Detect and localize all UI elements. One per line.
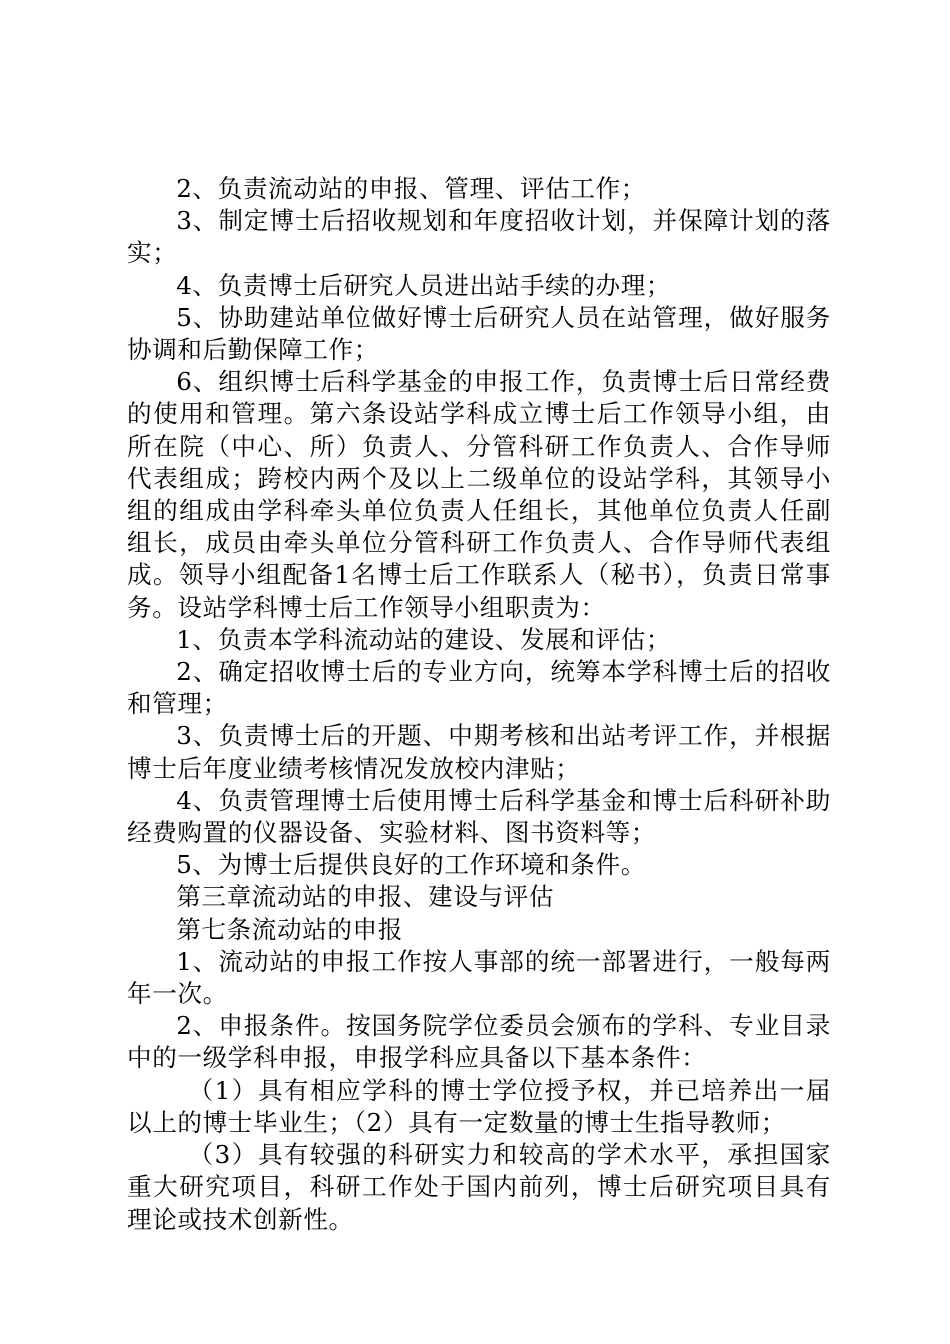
paragraph: （3）具有较强的科研实力和较高的学术水平，承担国家重大研究项目，科研工作处于国内前列，博士后研究项目具有理论或技术创新性。 bbox=[127, 1140, 831, 1234]
paragraph: 5、为博士后提供良好的工作环境和条件。 bbox=[176, 850, 646, 880]
article-heading: 第七条流动站的申报 bbox=[176, 914, 403, 944]
paragraph: 2、申报条件。按国务院学位委员会颁布的学科、专业目录中的一级学科申报，申报学科应具备以下基本条件： bbox=[127, 1011, 831, 1073]
document-body bbox=[127, 173, 831, 1236]
paragraph: （1）具有相应学科的博士学位授予权，并已培养出一届以上的博士毕业生；（2）具有一定数量的博士生指导教师； bbox=[127, 1075, 831, 1137]
paragraph: 1、负责本学科流动站的建设、发展和评估； bbox=[176, 624, 672, 654]
paragraph: 6、组织博士后科学基金的申报工作，负责博士后日常经费的使用和管理。第六条设站学科成立博士后工作领导小组，由所在院（中心、所）负责人、分管科研工作负责人、合作导师代表组成；跨校内两个及以上二级单位的设站学科，其领导小组的组成由学科牵头单位负责人任组长，其他单位负责人任副组长，成员由牵头单位分管科研工作负责人、合作导师代表组成。领导小组配备1名博士后工作联系人（秘书），负责日常事务。设站学科博士后工作领导小组职责为： bbox=[127, 367, 831, 622]
paragraph: 3、制定博士后招收规划和年度招收计划，并保障计划的落实； bbox=[127, 206, 831, 268]
paragraph: 4、负责管理博士后使用博士后科学基金和博士后科研补助经费购置的仪器设备、实验材料、图书资料等； bbox=[127, 785, 831, 848]
paragraph: 5、协助建站单位做好博士后研究人员在站管理，做好服务协调和后勤保障工作； bbox=[127, 302, 831, 365]
paragraph: 2、确定招收博士后的专业方向，统筹本学科博士后的招收和管理； bbox=[127, 657, 831, 719]
chapter-heading: 第三章流动站的申报、建设与评估 bbox=[176, 882, 555, 912]
paragraph: 4、负责博士后研究人员进出站手续的办理； bbox=[176, 270, 672, 300]
paragraph: 1、流动站的申报工作按人事部的统一部署进行，一般每两年一次。 bbox=[127, 946, 831, 1009]
paragraph: 3、负责博士后的开题、中期考核和出站考评工作，并根据博士后年度业绩考核情况发放校内津贴； bbox=[127, 721, 831, 783]
paragraph: 2、负责流动站的申报、管理、评估工作； bbox=[176, 174, 646, 203]
